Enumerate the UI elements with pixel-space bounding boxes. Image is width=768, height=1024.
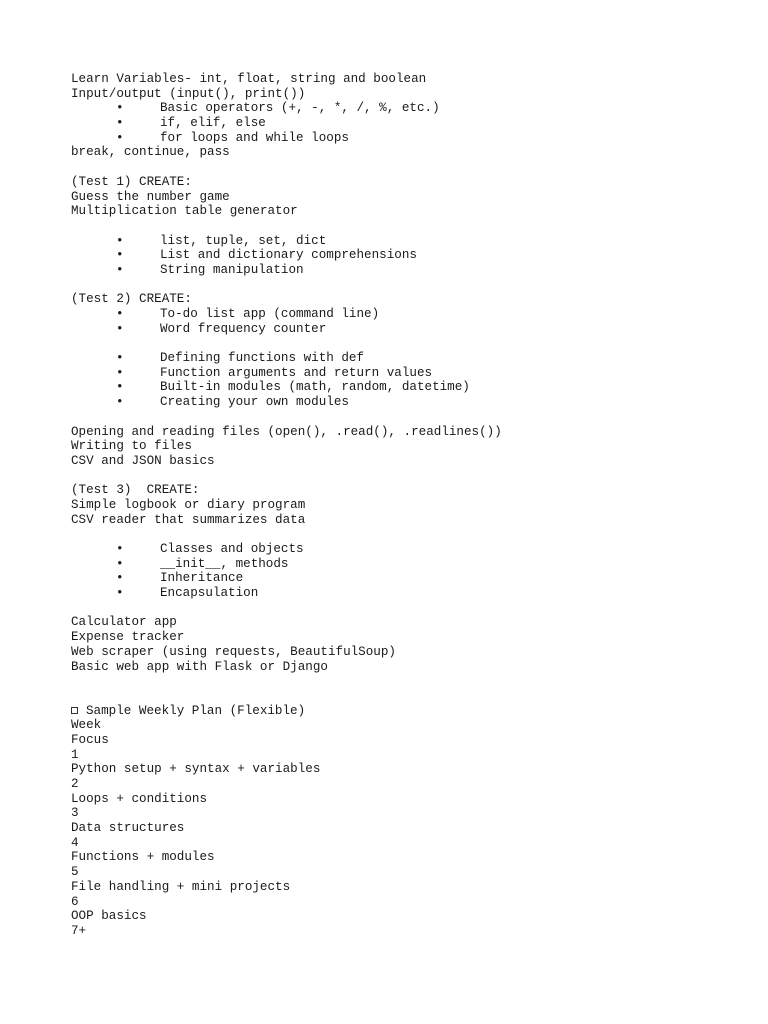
list-item-text: for loops and while loops: [160, 130, 349, 145]
week-focus: Loops + conditions: [71, 791, 208, 806]
blank-line: [71, 674, 731, 689]
list-item-text: __init__, methods: [160, 556, 289, 571]
week-focus: Data structures: [71, 821, 185, 836]
bullet-icon: •: [116, 248, 124, 263]
plan-title-text: Sample Weekly Plan (Flexible): [86, 703, 306, 718]
bullet-icon: •: [116, 101, 124, 116]
list-item-text: Encapsulation: [160, 586, 259, 601]
column-header-week: Week: [71, 718, 102, 733]
blank-line: [71, 219, 731, 234]
blank-line: [71, 601, 731, 616]
section-heading: (Test 1) CREATE:: [71, 174, 192, 189]
week-number: 1: [71, 747, 79, 762]
list-item: [71, 131, 731, 146]
week-focus: OOP basics: [71, 909, 147, 924]
list-item-text: Defining functions with def: [160, 351, 365, 366]
text-line: CSV reader that summarizes data: [71, 512, 306, 527]
list-item: [71, 116, 731, 131]
list-item: [71, 263, 731, 278]
bullet-icon: •: [116, 130, 124, 145]
list-item: [71, 557, 731, 572]
list-item-text: Function arguments and return values: [160, 365, 433, 380]
list-item: [71, 234, 731, 249]
list-item: [71, 395, 731, 410]
week-focus: File handling + mini projects: [71, 879, 291, 894]
bullet-icon: •: [116, 586, 124, 601]
section-heading: (Test 3) CREATE:: [71, 483, 200, 498]
list-item-text: list, tuple, set, dict: [160, 233, 327, 248]
week-focus: Functions + modules: [71, 850, 215, 865]
list-item-text: String manipulation: [160, 262, 304, 277]
blank-line: [71, 689, 731, 704]
list-item: [71, 380, 731, 395]
bullet-icon: •: [116, 351, 124, 366]
list-item-text: Classes and objects: [160, 542, 304, 556]
blank-line: [71, 336, 731, 351]
bullet-icon: •: [116, 262, 124, 277]
document-page: [71, 72, 731, 939]
bullet-icon: •: [116, 395, 124, 410]
text-line: Writing to files: [71, 439, 192, 454]
list-item: [71, 586, 731, 601]
list-item: [71, 322, 731, 337]
text-line: Calculator app: [71, 615, 177, 630]
list-item-text: if, elif, else: [160, 116, 266, 131]
text-line: Multiplication table generator: [71, 204, 298, 219]
bullet-icon: •: [116, 365, 124, 380]
list-item: [71, 101, 731, 116]
bullet-icon: •: [116, 321, 124, 336]
text-line: Learn Variables- int, float, string and boolean: [71, 72, 427, 86]
text-line: Web scraper (using requests, BeautifulSoup): [71, 644, 396, 659]
list-item-text: List and dictionary comprehensions: [160, 248, 417, 263]
list-item: [71, 366, 731, 381]
plan-title: [71, 704, 731, 719]
week-number: 6: [71, 894, 79, 909]
text-line: Opening and reading files (open(), .read(), .readlines()): [71, 424, 502, 439]
blank-line: [71, 469, 731, 484]
blank-line: [71, 160, 731, 175]
list-item-text: To-do list app (command line): [160, 307, 380, 321]
text-line: Input/output (input(), print()): [71, 86, 306, 101]
week-number: 7+: [71, 923, 87, 938]
column-header-focus: Focus: [71, 732, 109, 747]
bullet-icon: •: [116, 116, 124, 131]
bullet-icon: •: [116, 542, 124, 556]
week-number: 4: [71, 835, 79, 850]
blank-line: [71, 527, 731, 542]
week-number: 3: [71, 806, 79, 821]
bullet-icon: •: [116, 307, 124, 321]
text-line: break, continue, pass: [71, 145, 230, 160]
bullet-icon: •: [116, 233, 124, 248]
list-item-text: Inheritance: [160, 571, 244, 586]
text-line: CSV and JSON basics: [71, 453, 215, 468]
list-item: [71, 248, 731, 263]
list-item: [71, 542, 731, 557]
list-item-text: Basic operators (+, -, *, /, %, etc.): [160, 101, 440, 116]
text-line: Basic web app with Flask or Django: [71, 659, 328, 674]
text-line: Simple logbook or diary program: [71, 497, 306, 512]
list-item-text: Word frequency counter: [160, 321, 327, 336]
list-item-text: Built-in modules (math, random, datetime): [160, 380, 470, 395]
bullet-icon: •: [116, 571, 124, 586]
week-number: 5: [71, 865, 79, 880]
week-number: 2: [71, 777, 79, 791]
section-heading: (Test 2) CREATE:: [71, 292, 192, 307]
list-item: [71, 307, 731, 322]
list-item-text: Creating your own modules: [160, 395, 349, 410]
bullet-icon: •: [116, 556, 124, 571]
list-item: [71, 571, 731, 586]
blank-line: [71, 410, 731, 425]
blank-line: [71, 278, 731, 293]
text-line: Guess the number game: [71, 189, 230, 204]
week-focus: Python setup + syntax + variables: [71, 762, 321, 777]
text-line: Expense tracker: [71, 630, 185, 645]
missing-glyph-icon: [71, 707, 78, 714]
bullet-icon: •: [116, 380, 124, 395]
list-item: [71, 351, 731, 366]
